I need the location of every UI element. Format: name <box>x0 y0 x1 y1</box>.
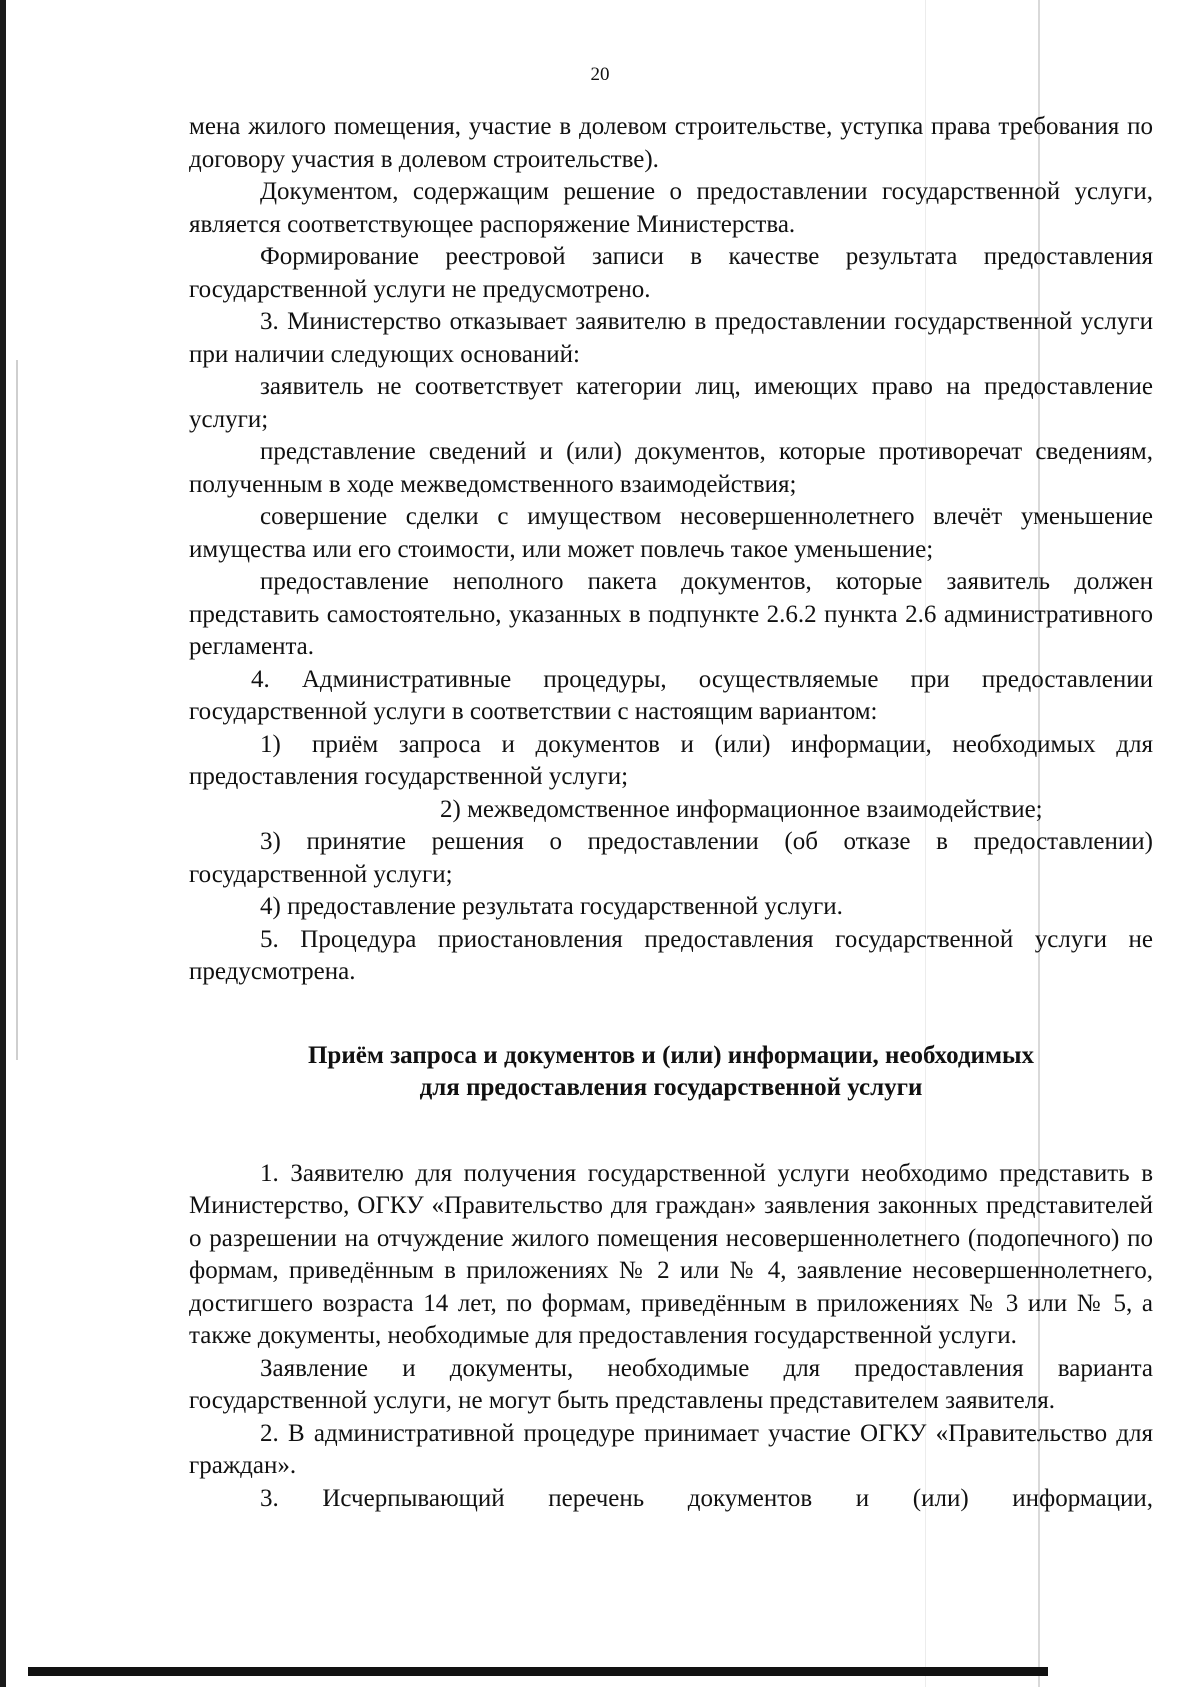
scan-artifact-line <box>16 360 18 1060</box>
paragraph-application-submission: 1. Заявителю для получения государственной услуги необходимо представить в Министерство, ОГКУ «Правительство для граждан» заявления законных представителей о разрешении на отчуждение жилого помещения несовершеннолетнего (подопечного) по формам, приведённым в приложениях № 2 или № 4, заявление несовершеннолетнего, достигшего возраста 14 лет, по формам, приведённым в приложениях № 3 или № 5, а также документы, необходимые для предоставления государственной услуги. <box>189 1159 1153 1349</box>
refusal-ground-1: заявитель не соответствует категории лиц, имеющих право на предоставление услуги; <box>189 373 1153 433</box>
procedure-item-1 <box>189 729 1153 794</box>
scan-bottom-edge <box>28 1667 1048 1676</box>
refusal-ground-4: предоставление неполного пакета документов, которые заявитель должен представить самостоятельно, указанных в подпункте 2.6.2 пункта 2.6 административного регламента. <box>189 568 1153 660</box>
refusal-ground-2: представление сведений и (или) документов, которые противоречат сведениям, полученным в ходе межведомственного взаимодействия; <box>189 438 1153 498</box>
section-heading-line-1: Приём запроса и документов и (или) информации, необходимых <box>307 1041 1034 1069</box>
paragraph-decision-document: Документом, содержащим решение о предоставлении государственной услуги, является соответствующее распоряжение Министерства. <box>189 178 1153 238</box>
procedure-item-1-marker: 1) <box>260 730 281 758</box>
procedure-item-4: 4) предоставление результата государственной услуги. <box>260 893 843 920</box>
procedure-item-2: 2) межведомственное информационное взаимодействие; <box>440 795 1043 823</box>
section-heading-line-2: для предоставления государственной услуги <box>419 1074 923 1101</box>
refusal-ground-3: совершение сделки с имуществом несовершеннолетнего влечёт уменьшение имущества или его стоимости, или может повлечь такое уменьшение; <box>189 503 1153 563</box>
paragraph-continuation: мена жилого помещения, участие в долевом строительстве, уступка права требования по договору участия в долевом строительстве). <box>189 113 1153 173</box>
procedure-item-1-text: приём запроса и документов и (или) информации, необходимых для предоставления государственной услуги; <box>189 730 1153 790</box>
document-body <box>189 111 1153 1515</box>
paragraph-documents-list: 3. Исчерпывающий перечень документов и (или) информации, <box>260 1484 1153 1512</box>
paragraph-registry-record: Формирование реестровой записи в качестве результата предоставления государственной услуги не предусмотрено. <box>189 243 1153 303</box>
paragraph-ogku-participation: 2. В административной процедуре принимает участие ОГКУ «Правительство для граждан». <box>189 1419 1153 1479</box>
paragraph-procedures: 4. Административные процедуры, осуществляемые при предоставлении государственной услуги в соответствии с настоящим вариантом: <box>189 665 1153 725</box>
paragraph-refusal-grounds: 3. Министерство отказывает заявителю в предоставлении государственной услуги при наличии следующих оснований: <box>189 308 1153 368</box>
paragraph-suspension: 5. Процедура приостановления предоставления государственной услуги не предусмотрена. <box>189 925 1153 985</box>
paragraph-representative-restriction: Заявление и документы, необходимые для предоставления варианта государственной услуги, не могут быть представлены представителем заявителя. <box>189 1354 1153 1414</box>
procedure-item-3: 3) принятие решения о предоставлении (об отказе в предоставлении) государственной услуги; <box>189 828 1153 888</box>
page-number: 20 <box>590 64 610 85</box>
scan-left-edge <box>0 0 6 1687</box>
